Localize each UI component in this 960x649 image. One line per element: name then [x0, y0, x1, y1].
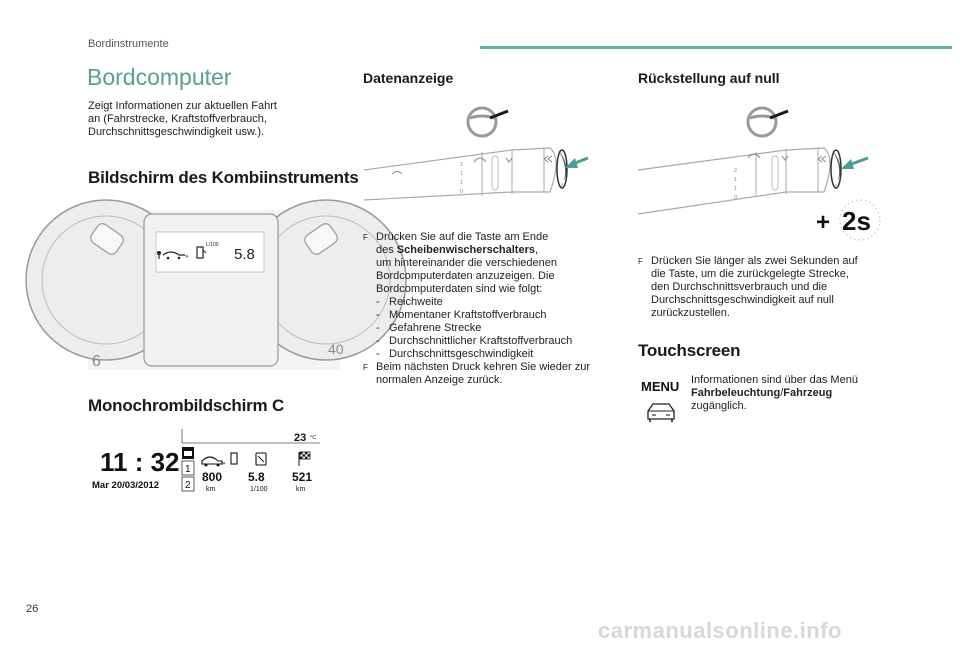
chevron-left-icon	[544, 156, 552, 162]
svg-text:»: »	[185, 254, 189, 260]
list-item: - Durchschnittsgeschwindigkeit	[376, 348, 534, 360]
press-arrow-icon	[565, 158, 588, 168]
mono-unit-range: km	[206, 486, 216, 493]
mono-value-remaining: 521	[292, 470, 313, 484]
lever-scale-0: 0	[460, 189, 464, 195]
mono-slot-2: 2	[185, 480, 191, 491]
section-label: Bordinstrumente	[88, 38, 169, 50]
menu-label: MENU	[641, 379, 680, 394]
bullet-icon: F	[363, 363, 368, 372]
page-title: Bordcomputer	[87, 64, 232, 90]
mono-temp: 23	[294, 432, 307, 444]
display-unit: L/100	[206, 242, 219, 248]
list-item: - Reichweite	[376, 296, 443, 308]
wiper-icon	[474, 158, 512, 162]
lever-scale-2: 2	[734, 168, 738, 174]
steering-wheel-icon	[748, 108, 788, 136]
right-dial-number: 40	[328, 341, 344, 357]
step-reset: F Drücken Sie länger als zwei Sekunden auf die Taste, um die zurückgelegte Strecke, den Durchschnittsverbrauch und die Durchschnittsgeschwindigkeit auf null zurückzustellen.	[638, 255, 858, 319]
wiper-stalk-reset-illustration	[636, 96, 886, 236]
touchscreen-text: Informationen sind über das Menü Fahrbeleuchtung/Fahrzeug zugänglich.	[691, 374, 858, 412]
mono-slot-1: 1	[185, 464, 191, 475]
hold-plus: +	[816, 209, 831, 236]
lever-scale-1b: 1	[460, 180, 464, 186]
checkered-flag-icon	[299, 452, 310, 466]
mono-unit-remaining: km	[296, 486, 306, 493]
touchscreen-heading: Touchscreen	[638, 341, 741, 360]
mono-temp-unit: °C	[310, 435, 317, 441]
intro-text: Zeigt Informationen zur aktuellen Fahrt an (Fahrstrecke, Kraftstoffverbrauch, Durchschnittsgeschwindigkeit usw.).	[88, 100, 277, 138]
lever-scale-0: 0	[734, 195, 738, 201]
step-2: F Beim nächsten Druck kehren Sie wieder zur normalen Anzeige zurück.	[363, 361, 590, 386]
mono-value-range: 800	[202, 470, 223, 484]
monochrome-display-illustration	[88, 425, 348, 497]
rear-wiper-icon	[392, 172, 402, 175]
list-item: - Gefahrene Strecke	[376, 322, 482, 334]
svg-text:»: »	[222, 461, 226, 467]
lever-scale-1b: 1	[734, 186, 738, 192]
hold-duration-badge	[840, 200, 880, 240]
fuel-canister-icon	[256, 453, 266, 465]
steering-wheel-icon	[468, 108, 508, 136]
mono-date: Mar 20/03/2012	[92, 480, 160, 491]
instrument-cluster-illustration	[88, 210, 344, 370]
page-number: 26	[26, 603, 39, 615]
bullet-icon: F	[363, 233, 368, 242]
bullet-icon: F	[638, 257, 643, 266]
datenanzeige-heading: Datenanzeige	[363, 70, 454, 86]
header-accent-bar	[480, 46, 952, 49]
wiper-stalk-illustration	[362, 96, 602, 220]
car-range-icon	[202, 453, 237, 467]
car-icon	[644, 401, 678, 423]
list-item: - Momentaner Kraftstoffverbrauch	[376, 309, 547, 321]
lever-scale-2: 2	[460, 162, 464, 168]
lever-scale-1a: 1	[734, 177, 738, 183]
list-item: - Durchschnittlicher Kraftstoffverbrauch	[376, 335, 573, 347]
display-value: 5.8	[234, 246, 255, 263]
left-dial-number: 6	[92, 353, 101, 370]
chevron-left-icon	[818, 156, 826, 162]
mono-unit-consumption: 1/100	[250, 486, 268, 493]
watermark: carmanualsonline.info	[598, 618, 842, 643]
svg-text:2s: 2s	[842, 206, 871, 236]
mono-heading: Monochrombildschirm C	[88, 396, 285, 415]
lever-scale-1a: 1	[460, 171, 464, 177]
mono-clock: 11 : 32	[100, 447, 180, 477]
screen-heading: Bildschirm des Kombiinstruments	[88, 168, 359, 187]
reset-heading: Rückstellung auf null	[638, 70, 780, 86]
step-1: F Drücken Sie auf die Taste am Ende des Scheibenwischerschalters, um hintereinander die verschiedenen Bordcomputerdaten anzuzeigen. Die Bordcomputerdaten sind wie folgt:	[363, 231, 558, 295]
reset-steps	[638, 255, 888, 320]
mono-value-consumption: 5.8	[248, 470, 265, 484]
datenanzeige-steps	[363, 231, 613, 387]
press-arrow-icon	[841, 158, 868, 169]
